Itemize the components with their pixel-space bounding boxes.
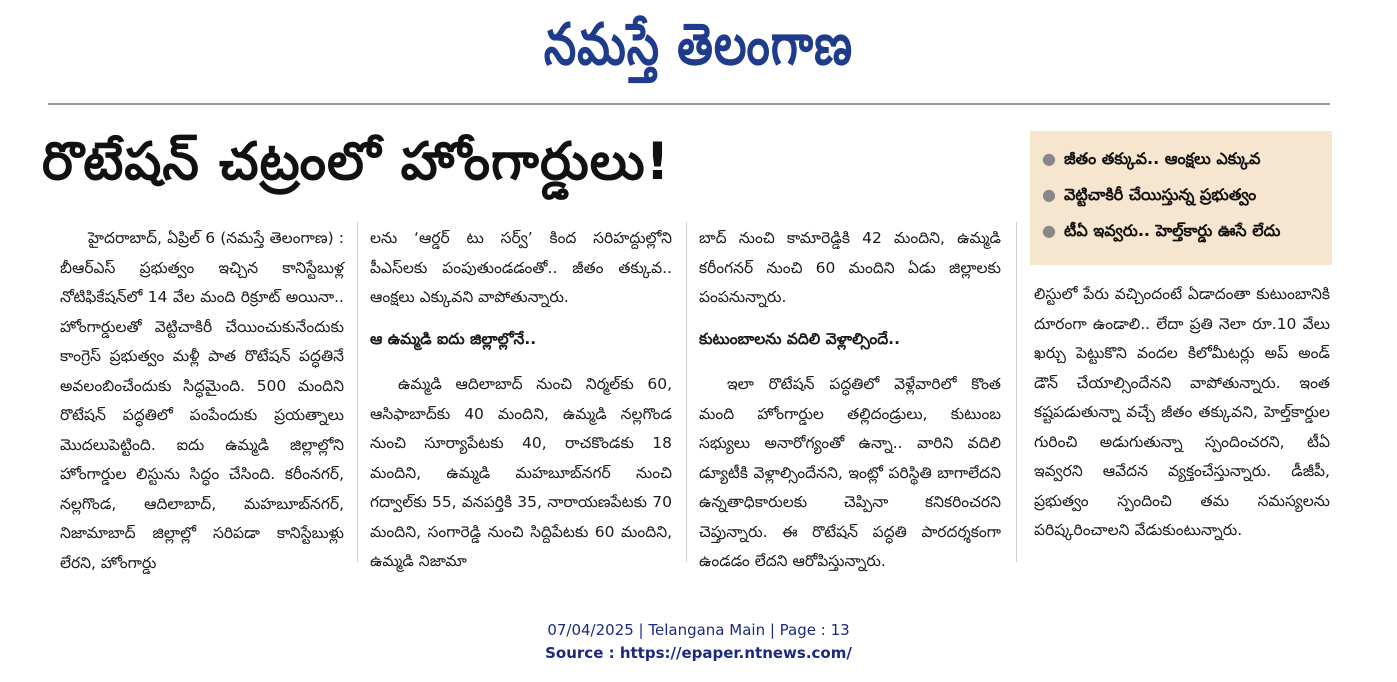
highlight-item [1042, 185, 1332, 208]
subheading: ఆ ఉమ్మడి ఐదు జిల్లాల్లోనే.. [370, 329, 537, 348]
highlight-text: టీఏ ఇవ్వరు.. హెల్త్‌కార్డు ఊసే లేదు [1063, 221, 1281, 240]
article-paragraph: ఉమ్మడి ఆదిలాబాద్ నుంచి నిర్మల్‌కు 60, ఆసిఫాబాద్‌కు 40 మందిని, ఉమ్మడి నల్లగొండ నుంచి సూర్యాపేటకు 40, రాచకొండకు 18 మందిని, ఉమ్మడి మహబూబ్‌నగర్ నుంచి గద్వాల్‌కు 55, వనపర్తికి 35, నారాయణపేటకు 70 మందిని, సంగారెడ్డి నుంచి సిద్దిపేటకు 60 మందిని, ఉమ్మడి నిజామా [370, 375, 672, 570]
article-paragraph: లను ‘ఆర్డర్ టు సర్వ్’ కింద సరిహద్దుల్లోని పీఎస్‌లకు పంపుతుండడంతో.. జీతం తక్కువ.. ఆంక్షలు ఎక్కువని వాపోతున్నారు. [370, 229, 672, 306]
article-paragraph: హైదరాబాద్, ఏప్రిల్ 6 (నమస్తే తెలంగాణ) : బీఆర్ఎస్ ప్రభుత్వం ఇచ్చిన కానిస్టేబుళ్ల నోటిఫికేషన్‌లో 14 వేల మంది రిక్రూట్ అయినా.. హోంగార్డులతో వెట్టిచాకిరీ చేయించుకునేందుకు కాంగ్రెస్ ప్రభుత్వం మళ్లీ పాత రొటేషన్ పద్ధతినే అవలంబించేందుకు సిద్ధమైంది. 500 మందిని రొటేషన్ పద్ధతిలో పంపేందుకు ప్రయత్నాలు మొదలుపెట్టింది. ఐదు ఉమ్మడి జిల్లాల్లోని హోంగార్డుల లిస్టును సిద్ధం చేసింది. కరీంనగర్, నల్లగొండ, ఆదిలాబాద్, మహబూబ్‌నగర్, నిజామాబాద్ జిల్లాల్లో సరిపడా కానిస్టేబుళ్లు లేరని, హోంగార్డు [60, 229, 344, 572]
column-divider [686, 222, 687, 562]
headline: రొటేషన్ చట్రంలో హోంగార్డులు! [42, 132, 671, 192]
page-info: 07/04/2025 | Telangana Main | Page : 13 [547, 621, 850, 639]
highlight-text: జీతం తక్కువ.. ఆంక్షలు ఎక్కువ [1063, 149, 1261, 168]
column-divider [1016, 222, 1017, 562]
source-link[interactable]: Source : https://epaper.ntnews.com/ [545, 644, 852, 662]
article-paragraph: లిస్టులో పేరు వచ్చిందంటే ఏడాదంతా కుటుంబానికి దూరంగా ఉండాలి.. లేదా ప్రతి నెలా రూ.10 వేలు ఖర్చు పెట్టుకొని వందల కిలోమీటర్లు అప్ అండ్ డౌన్ చేయాల్సిందేనని వాపోతున్నారు. ఇంత కష్టపడుతున్నా వచ్చే జీతం తక్కువని, హెల్త్‌కార్డుల గురించి అడుగుతున్నా స్పందించరని, టీఏ ఇవ్వరని ఆవేదన వ్యక్తంచేస్తున్నారు. డీజీపీ, ప్రభుత్వం స్పందించి తమ సమస్యలను పరిష్కరించాలని వేడుకుంటున్నారు. [1034, 285, 1330, 539]
column-divider [357, 222, 358, 562]
bullet-icon: ● [1042, 221, 1056, 240]
masthead-rule [48, 103, 1330, 105]
article-paragraph: బాద్ నుంచి కామారెడ్డికి 42 మందిని, ఉమ్మడి కరీంగనర్ నుంచి 60 మందిని ఏడు జిల్లాలకు పంపనున్నారు. [699, 229, 1001, 306]
article-column-4 [1034, 280, 1330, 546]
article-column-3 [699, 224, 1001, 577]
bullet-icon: ● [1042, 149, 1056, 168]
highlights-box [1030, 131, 1332, 265]
masthead [0, 2, 1397, 82]
highlight-item [1042, 149, 1332, 172]
article-column-1 [60, 224, 344, 578]
subheading: కుటుంబాలను వదిలి వెళ్లాల్సిందే.. [699, 329, 900, 348]
highlight-item [1042, 221, 1332, 244]
article-paragraph: ఇలా రొటేషన్ పద్ధతిలో వెళ్లేవారిలో కొంత మంది హోంగార్డుల తల్లిదండ్రులు, కుటుంబ సభ్యులు అనారోగ్యంతో ఉన్నా.. వారిని వదిలి డ్యూటీకి వెళ్లాల్సిందేనని, ఇంట్లో పరిస్థితి బాగాలేదని ఉన్నతాధికారులకు చెప్పినా కనికరించరని చెప్తున్నారు. ఈ రొటేషన్ పద్ధతి పారదర్శకంగా ఉండడం లేదని ఆరోపిస్తున్నారు. [699, 375, 1001, 570]
highlight-text: వెట్టిచాకిరీ చేయిస్తున్న ప్రభుత్వం [1063, 185, 1257, 204]
newspaper-logo: నమస్తే తెలంగాణ [543, 10, 854, 78]
article-column-2 [370, 224, 672, 577]
bullet-icon: ● [1042, 185, 1056, 204]
